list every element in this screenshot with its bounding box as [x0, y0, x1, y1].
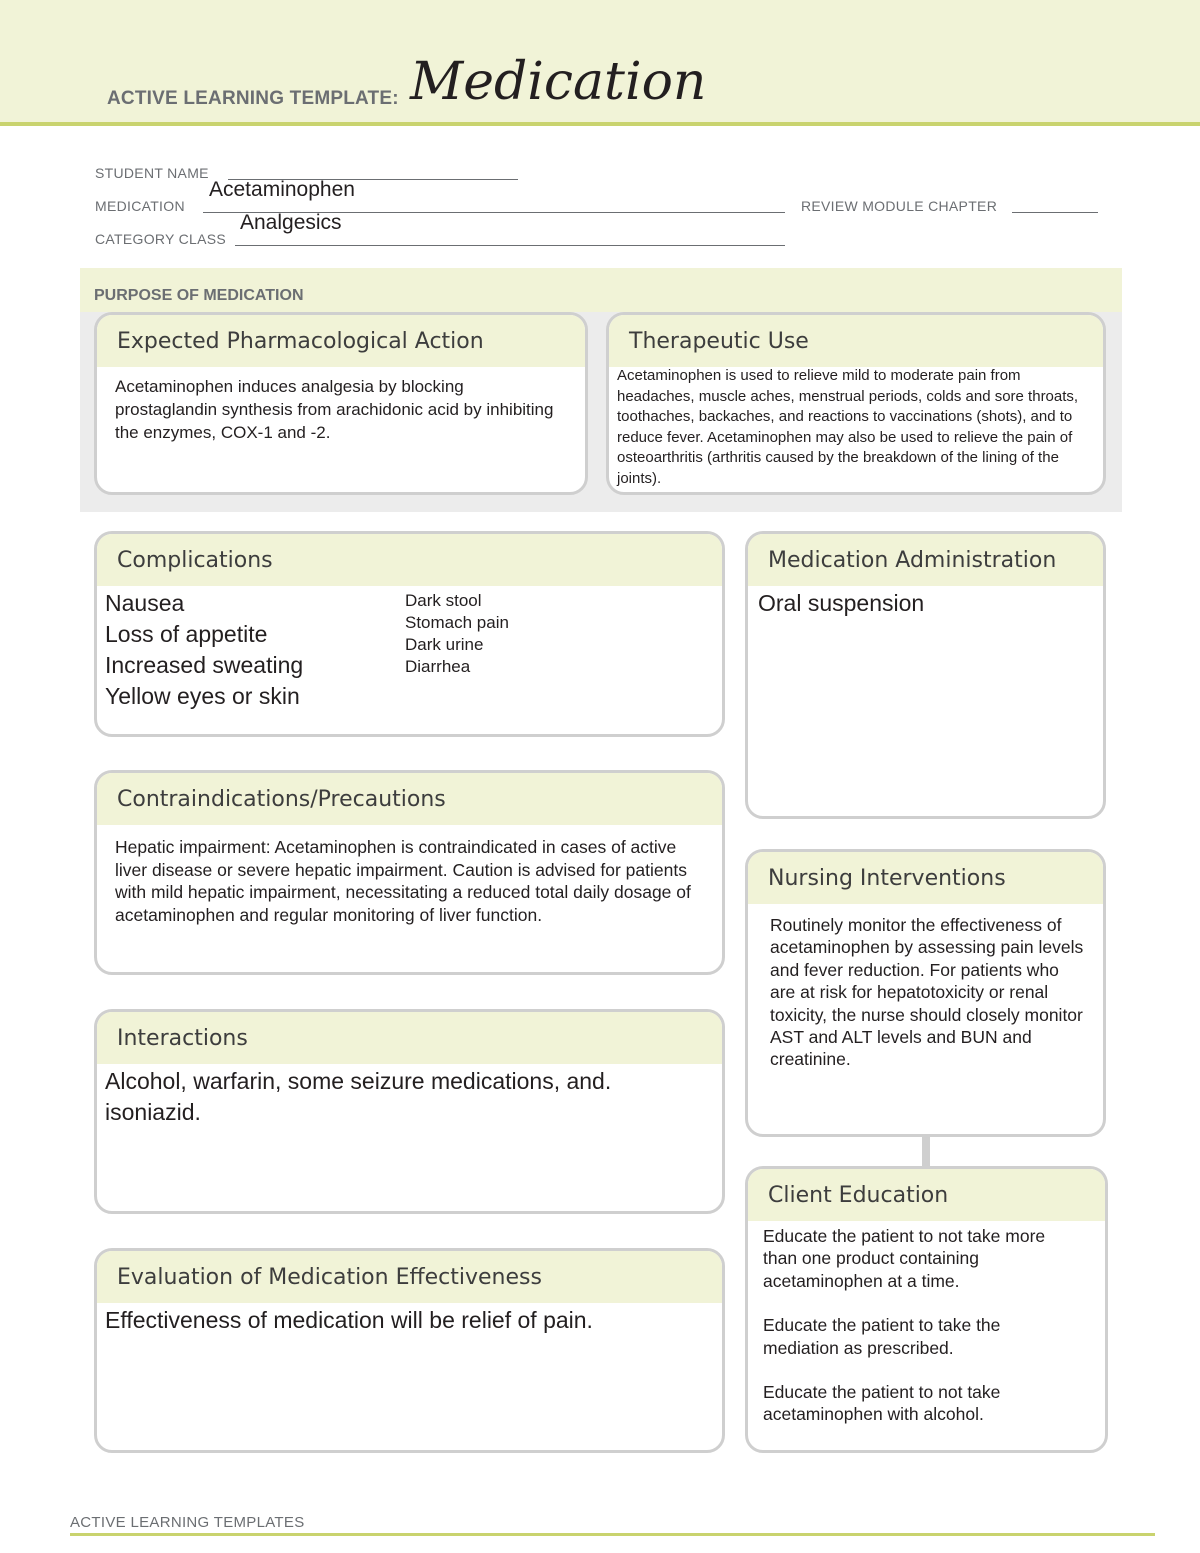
complication-item: Yellow eyes or skin: [105, 683, 300, 709]
evaluation-box: [94, 1248, 725, 1453]
client-education-box: [745, 1166, 1108, 1453]
expected-action-box: [94, 312, 588, 495]
category-class-value: Analgesics: [240, 211, 342, 234]
contraindications-box: [94, 770, 725, 975]
contraindications-text[interactable]: Hepatic impairment: Acetaminophen is contraindicated in cases of active liver disease or severe hepatic impairment. Caution is advised for patients with mild hepatic impairment, necessitating a reduced total daily dosage of acetaminophen and regular monitoring of liver function.: [115, 837, 691, 925]
interactions-title: Interactions: [97, 1012, 722, 1064]
complication-item: Increased sweating: [105, 652, 304, 678]
expected-action-title: Expected Pharmacological Action: [97, 315, 585, 367]
connector-bar: [922, 1136, 930, 1166]
therapeutic-use-box: [606, 312, 1106, 495]
nursing-interventions-box: [745, 849, 1106, 1137]
nursing-interventions-title: Nursing Interventions: [748, 852, 1103, 904]
education-item: Educate the patient to not take acetaminophen with alcohol.: [763, 1382, 1001, 1425]
complications-title: Complications: [97, 534, 722, 586]
expected-action-text[interactable]: Acetaminophen induces analgesia by blocking prostaglandin synthesis from arachidonic acid by inhibiting the enzymes, COX-1 and -2.: [115, 377, 554, 442]
footer-label: ACTIVE LEARNING TEMPLATES: [70, 1514, 305, 1531]
complications-box: [94, 531, 725, 737]
complication-item: Stomach pain: [405, 613, 509, 632]
administration-text[interactable]: Oral suspension: [758, 590, 925, 616]
complication-item: Dark stool: [405, 591, 482, 610]
interactions-text[interactable]: Alcohol, warfarin, some seizure medications, and. isoniazid.: [105, 1068, 612, 1125]
education-item: Educate the patient to take the mediation as prescribed.: [763, 1315, 1001, 1358]
evaluation-text[interactable]: Effectiveness of medication will be relief of pain.: [105, 1307, 593, 1333]
client-education-content[interactable]: [748, 1221, 1105, 1426]
contraindications-title: Contraindications/Precautions: [97, 773, 722, 825]
interactions-box: [94, 1009, 725, 1214]
purpose-label: PURPOSE OF MEDICATION: [94, 287, 304, 304]
footer-divider: [70, 1533, 1155, 1536]
evaluation-title: Evaluation of Medication Effectiveness: [97, 1251, 722, 1303]
review-module-field[interactable]: [1012, 198, 1098, 213]
student-name-label: STUDENT NAME: [95, 165, 209, 181]
complication-item: Loss of appetite: [105, 621, 268, 647]
therapeutic-use-text[interactable]: Acetaminophen is used to relieve mild to moderate pain from headaches, muscle aches, menstrual periods, colds and sore throats, toothaches, backaches, and reactions to vaccinations (shots), and to reduce fever. Acetaminophen may also be used to relieve the pain of osteoarthritis (arthritis caused by the breakdown of the lining of the joints).: [617, 367, 1079, 487]
complication-item: Nausea: [105, 590, 185, 616]
therapeutic-use-title: Therapeutic Use: [609, 315, 1103, 367]
template-label: ACTIVE LEARNING TEMPLATE:: [107, 88, 399, 109]
medication-value: Acetaminophen: [209, 178, 355, 201]
client-education-title: Client Education: [748, 1169, 1105, 1221]
administration-title: Medication Administration: [748, 534, 1103, 586]
complications-content[interactable]: [97, 586, 722, 712]
administration-box: [745, 531, 1106, 819]
category-class-label: CATEGORY CLASS: [95, 231, 227, 247]
medication-label: MEDICATION: [95, 198, 185, 214]
nursing-interventions-text[interactable]: Routinely monitor the effectiveness of acetaminophen by assessing pain levels and fever reduction. For patients who are at risk for hepatotoxicity or renal toxicity, the nurse should closely monitor AST and ALT levels and BUN and creatinine.: [770, 915, 1084, 1070]
page-title: Medication: [410, 52, 707, 112]
complication-item: Dark urine: [405, 635, 484, 654]
education-item: Educate the patient to not take more than one product containing acetaminophen at a time.: [763, 1226, 1046, 1291]
review-module-label: REVIEW MODULE CHAPTER: [801, 198, 998, 214]
complication-item: Diarrhea: [405, 657, 471, 676]
header-divider: [0, 122, 1200, 126]
